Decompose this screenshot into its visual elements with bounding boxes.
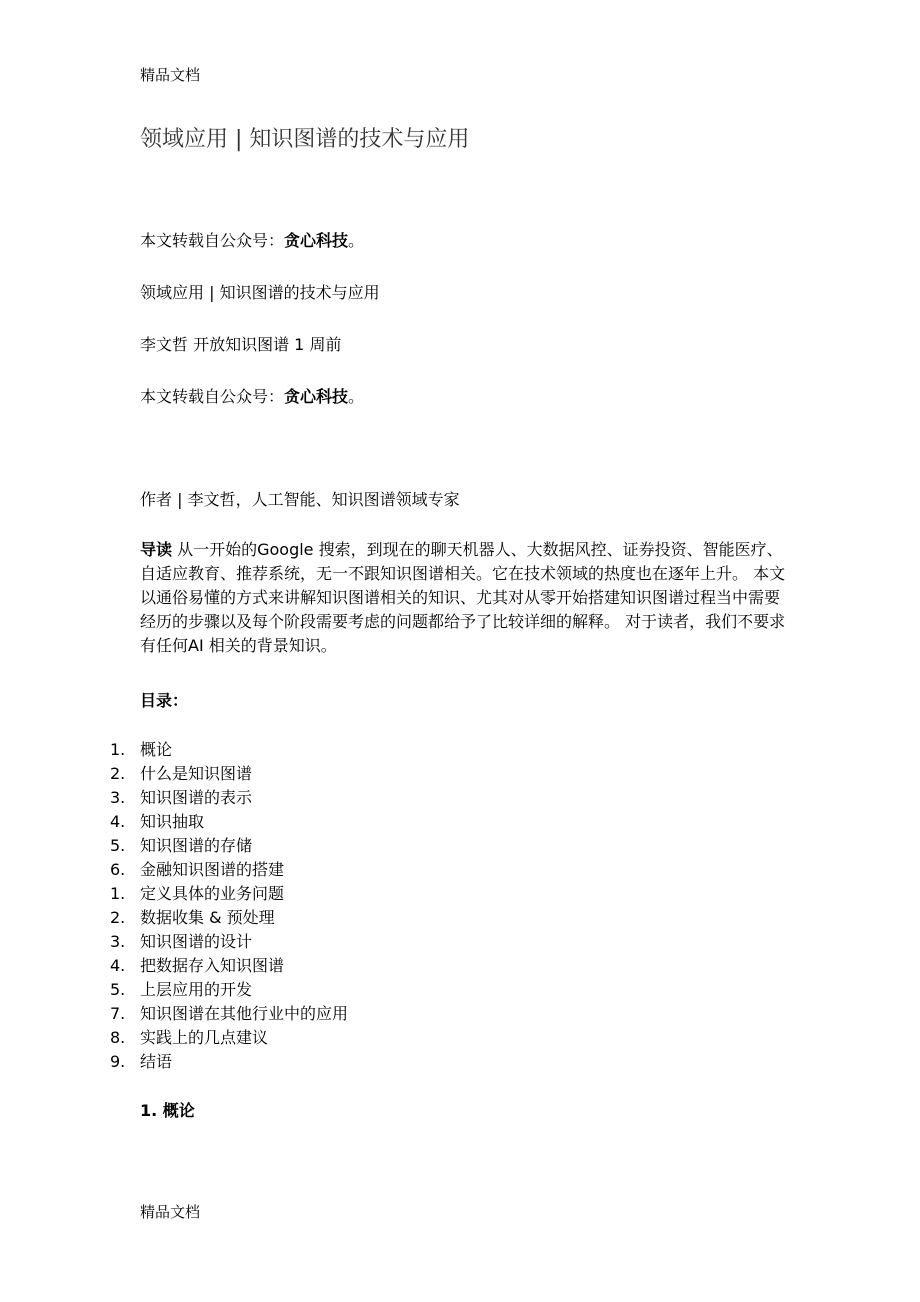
intro-label: 导读 [140, 540, 173, 559]
toc-text: 数据收集 & 预处理 [140, 908, 275, 927]
toc-number: 3. [110, 932, 126, 951]
source-line-1 [140, 228, 364, 251]
toc-text: 知识图谱在其他行业中的应用 [140, 1004, 349, 1023]
repeat-title: 领域应用 | 知识图谱的技术与应用 [140, 283, 380, 302]
toc-text: 概论 [140, 740, 173, 759]
toc-text: 结语 [140, 1052, 173, 1071]
toc-text: 把数据存入知识图谱 [140, 956, 285, 975]
source-name: 贪心科技 [284, 231, 349, 250]
source-line-2 [140, 384, 364, 407]
toc-number: 8. [110, 1028, 126, 1047]
toc-number: 2. [110, 908, 126, 927]
byline: 李文哲 开放知识图谱 1 周前 [140, 335, 342, 354]
toc-text: 知识抽取 [140, 812, 205, 831]
source-prefix: 本文转载自公众号： [140, 231, 285, 250]
page-header: 精品文档 [140, 66, 201, 84]
toc-heading: 目录： [140, 691, 189, 710]
toc-text: 定义具体的业务问题 [140, 884, 285, 903]
page-title: 领域应用 | 知识图谱的技术与应用 [140, 127, 470, 152]
toc-text: 金融知识图谱的搭建 [140, 860, 285, 879]
toc-number: 4. [110, 812, 126, 831]
toc-number: 9. [110, 1052, 126, 1071]
toc-text: 上层应用的开发 [140, 980, 253, 999]
section-heading: 1. 概论 [140, 1101, 195, 1120]
intro-text: 从一开始的Google 搜索，到现在的聊天机器人、大数据风控、证券投资、智能医疗、自适应教育、推荐系统，无一不跟知识图谱相关。它在技术领域的热度也在逐年上升。 本文以通俗易懂的方式来讲解知识图谱相关的知识、尤其对从零开始搭建知识图谱过程当中需要经历的步骤以及每个阶段需要考虑的问题都给予了比较详细的解释。 对于读者，我们不要求有任何AI 相关的背景知识。 [140, 540, 786, 655]
toc-number: 6. [110, 860, 126, 879]
source-name: 贪心科技 [284, 387, 349, 406]
toc-number: 4. [110, 956, 126, 975]
author-line: 作者 | 李文哲，人工智能、知识图谱领域专家 [140, 490, 460, 509]
toc-number: 3. [110, 788, 126, 807]
toc-text: 什么是知识图谱 [140, 764, 253, 783]
toc-text: 知识图谱的设计 [140, 932, 253, 951]
toc-number: 7. [110, 1004, 126, 1023]
toc-text: 知识图谱的存储 [140, 836, 253, 855]
toc-number: 2. [110, 764, 126, 783]
page-footer: 精品文档 [140, 1203, 201, 1221]
toc-number: 5. [110, 836, 126, 855]
source-suffix: 。 [348, 231, 365, 250]
source-suffix: 。 [348, 387, 365, 406]
toc-text: 实践上的几点建议 [140, 1028, 269, 1047]
toc-number: 1. [110, 740, 126, 759]
toc-text: 知识图谱的表示 [140, 788, 253, 807]
toc-number: 1. [110, 884, 126, 903]
source-prefix: 本文转载自公众号： [140, 387, 285, 406]
toc-number: 5. [110, 980, 126, 999]
intro-paragraph [140, 538, 790, 658]
